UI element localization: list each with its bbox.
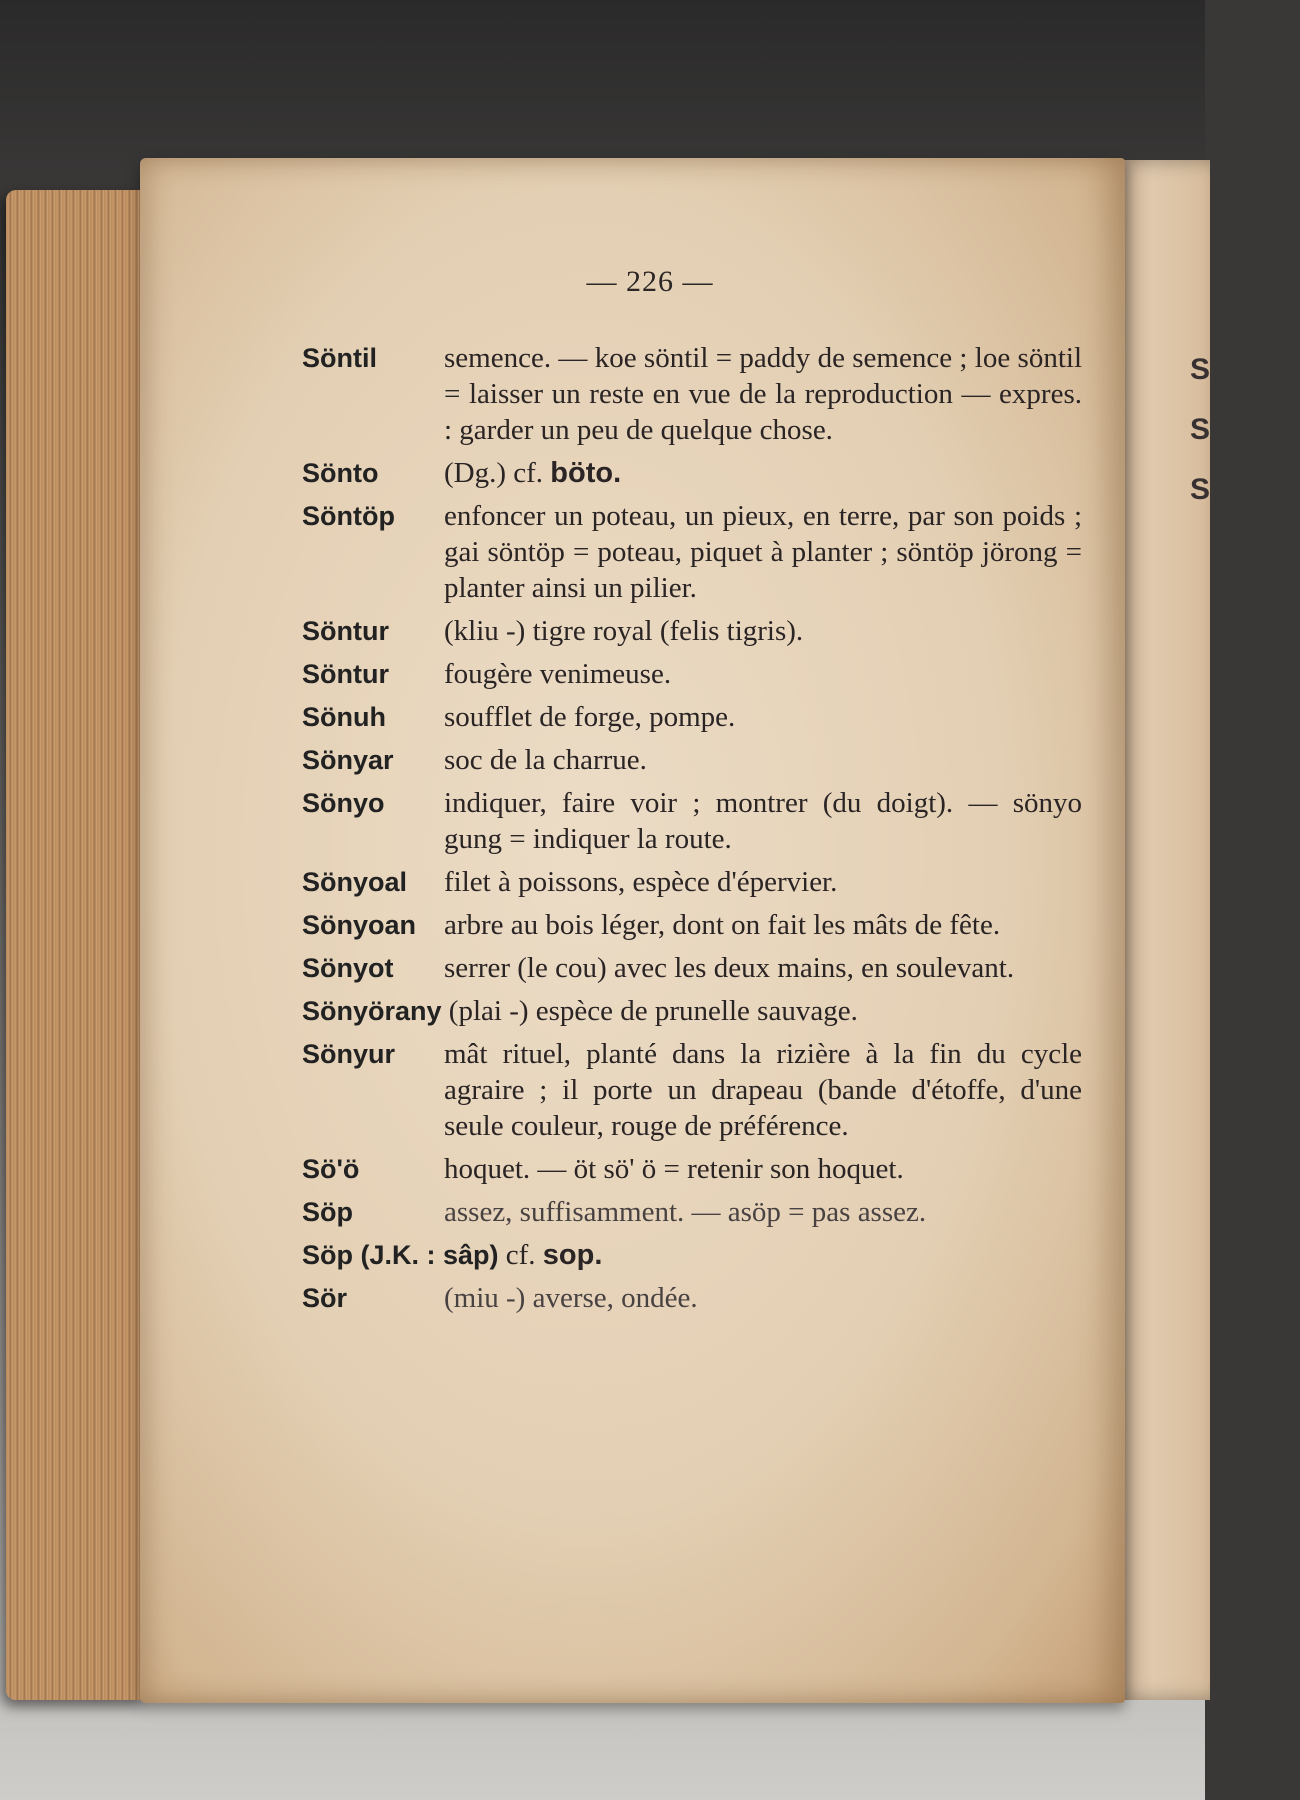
definition: enfoncer un poteau, un pieux, en terre, par son poids ; gai söntöp = poteau, piquet à planter ; söntöp jörong = planter ainsi un pilier. xyxy=(444,500,1082,604)
definition: (plai -) espèce de prunelle sauvage. xyxy=(448,995,858,1027)
definition-text: cf. xyxy=(505,1239,536,1271)
cross-reference: sop. xyxy=(542,1239,603,1271)
dictionary-entry xyxy=(302,498,1082,606)
page-number: — 226 — xyxy=(586,265,714,298)
definition: mât rituel, planté dans la rizière à la fin du cycle agraire ; il porte un drapeau (bande d'étoffe, d'une seule couleur, rouge de préférence. xyxy=(444,1038,1082,1142)
headword: Söntur xyxy=(302,659,389,689)
dictionary-entry xyxy=(302,699,1082,735)
definition: (miu -) averse, ondée. xyxy=(444,1282,698,1314)
definition: indiquer, faire voir ; montrer (du doigt). — sönyo gung = indiquer la route. xyxy=(444,787,1082,855)
headword: Söp xyxy=(302,1197,353,1227)
dictionary-entries xyxy=(302,340,1082,1323)
dictionary-entry xyxy=(302,455,1082,491)
definition: semence. — koe söntil = paddy de semence ; loe söntil = laisser un reste en vue de la reproduction — expres. : garder un peu de quelque chose. xyxy=(444,342,1082,446)
definition-text: (Dg.) cf. xyxy=(444,457,544,489)
headword: Sönyot xyxy=(302,953,394,983)
dictionary-entry xyxy=(302,656,1082,692)
definition: soc de la charrue. xyxy=(444,744,647,776)
headword: Sönyoal xyxy=(302,867,408,897)
headword: Söntöp xyxy=(302,501,395,531)
headword: Sör xyxy=(302,1283,348,1313)
headword: Sönyoan xyxy=(302,910,417,940)
dictionary-entry xyxy=(302,993,1082,1029)
dictionary-entry xyxy=(302,950,1082,986)
headword: Sönyur xyxy=(302,1039,396,1069)
definition: serrer (le cou) avec les deux mains, en soulevant. xyxy=(444,952,1015,984)
headword: Sönyo xyxy=(302,788,385,818)
definition xyxy=(444,455,1082,491)
headword: Söntur xyxy=(302,616,389,646)
definition: arbre au bois léger, dont on fait les mâts de fête. xyxy=(444,909,1001,941)
definition: (kliu -) tigre royal (felis tigris). xyxy=(444,615,804,647)
dictionary-entry xyxy=(302,1237,1082,1273)
dictionary-entry xyxy=(302,864,1082,900)
definition: assez, suffisamment. — asöp = pas assez. xyxy=(444,1196,927,1228)
facing-page-text xyxy=(1190,340,1210,520)
cross-reference: böto. xyxy=(550,457,622,489)
definition: hoquet. — öt sö' ö = retenir son hoquet. xyxy=(444,1153,904,1185)
dictionary-entry xyxy=(302,1280,1082,1316)
headword: Söntil xyxy=(302,343,377,373)
dictionary-entry xyxy=(302,613,1082,649)
definition: fougère venimeuse. xyxy=(444,658,672,690)
definition xyxy=(506,1239,603,1271)
headword: Sönyörany xyxy=(302,996,442,1026)
facing-glyph: S xyxy=(1190,353,1211,386)
headword: Söp (J.K. : sâp) xyxy=(302,1240,499,1270)
headword: Sönto xyxy=(302,458,379,488)
dictionary-entry xyxy=(302,1194,1082,1230)
facing-glyph: S xyxy=(1190,413,1211,446)
definition: filet à poissons, espèce d'épervier. xyxy=(444,866,838,898)
headword: Sönuh xyxy=(302,702,386,732)
definition: soufflet de forge, pompe. xyxy=(444,701,736,733)
book-page-edges xyxy=(6,190,146,1700)
headword: Sö'ö xyxy=(302,1154,360,1184)
dictionary-entry xyxy=(302,907,1082,943)
dictionary-entry xyxy=(302,742,1082,778)
dictionary-entry xyxy=(302,340,1082,448)
headword: Sönyar xyxy=(302,745,394,775)
facing-glyph: S xyxy=(1190,473,1211,506)
dictionary-entry xyxy=(302,1151,1082,1187)
dictionary-entry xyxy=(302,1036,1082,1144)
dictionary-entry xyxy=(302,785,1082,857)
